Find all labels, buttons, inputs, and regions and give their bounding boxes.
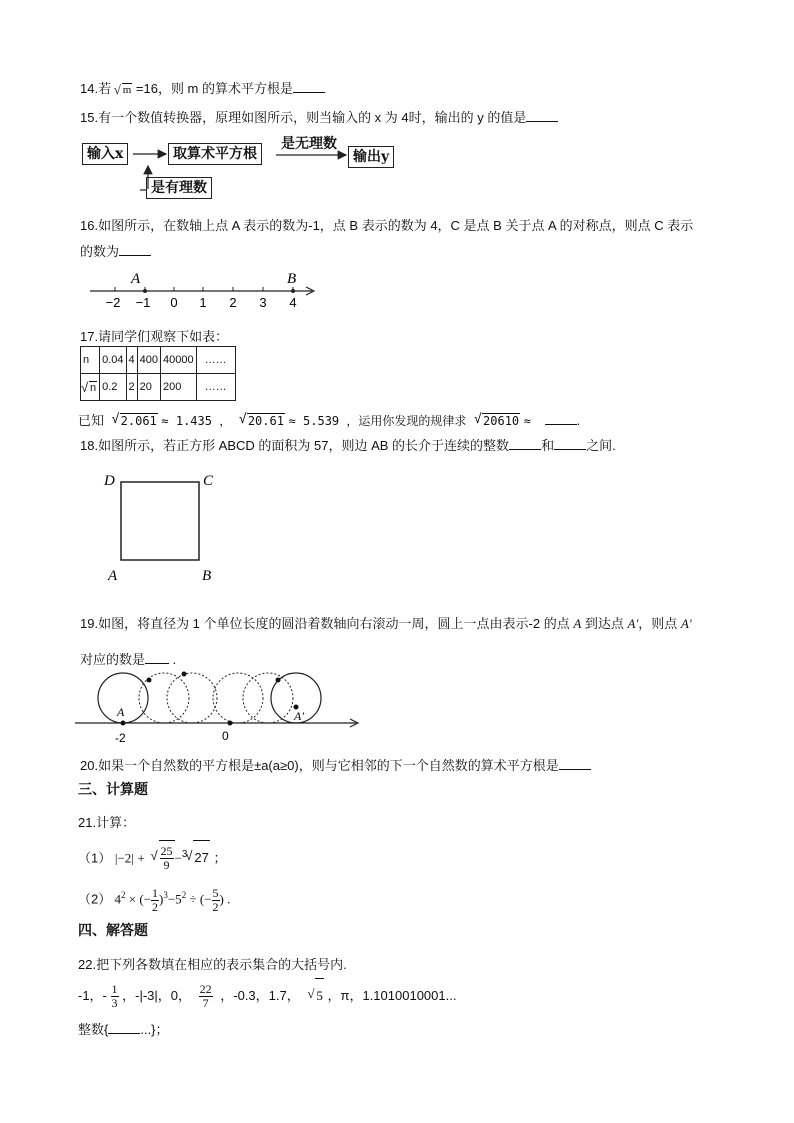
q16-label-b: B	[287, 271, 297, 287]
q15-output-box: 输出y	[348, 146, 394, 168]
q17-intro: 17.请同学们观察下如表：	[80, 329, 229, 344]
vertex-d-label: D	[104, 473, 115, 489]
q19-fig-label-a: A	[117, 705, 125, 719]
q20-line: 20.如果一个自然数的平方根是±a(a≥0)，则与它相邻的下一个自然数的算术平方根是	[80, 755, 591, 774]
q22-numbers: -1，- $\frac{1}{3}$ ，-|-3|，0， $\frac{22}{7}$ ，-0.3，1.7， √ 5 ，π，1.1010010001...	[78, 978, 456, 1013]
table-cell: 200	[161, 374, 197, 401]
q21-part2: （2） $4^2$ × (− $\frac{1}{2}$ )$^3-5^2$ ÷ (− $\frac{5}{2}$ ) .	[78, 885, 231, 914]
q16-point-b	[291, 289, 295, 293]
q17-blank	[545, 412, 577, 425]
q14-text: =16，则 m 的算术平方根是	[135, 81, 293, 96]
q14-sqrt: √ m	[122, 83, 133, 96]
q16-tick-label: 4	[289, 295, 297, 310]
q21-intro: 21.计算：	[78, 815, 136, 830]
q14-prefix: 14.若	[80, 81, 112, 96]
q16-tick-label: 0	[170, 295, 178, 310]
q19-rolling-circle-figure	[0, 665, 794, 745]
q19-point-a	[121, 721, 126, 726]
q18-square-figure	[0, 460, 794, 590]
q15-irrational-label: 是无理数	[281, 136, 337, 152]
q19-fig-label-minus2: -2	[115, 731, 126, 745]
q15-input-box: 输入x	[82, 143, 128, 165]
table-cell: √ n	[81, 374, 100, 401]
table-cell: 0.04	[100, 347, 126, 374]
q15-flow-arrows	[0, 0, 794, 220]
q19-line2: 对应的数是 .	[80, 652, 177, 667]
q16-line2: 的数为	[80, 241, 151, 260]
q15-line: 15.有一个数值转换器，原理如图所示，则当输入的 x 为 4时，输出的 y 的值是	[80, 107, 558, 126]
q19-fig-label-zero: 0	[222, 729, 229, 743]
q16-number-line	[0, 265, 794, 315]
table-cell: 400	[137, 347, 160, 374]
q16-point-a	[143, 289, 147, 293]
q22-integer-set: 整数{ ...}；	[78, 1022, 169, 1037]
q16-line1: 16.如图所示，在数轴上点 A 表示的数为-1，点 B 表示的数为 4，C 是点 B 关于点 A 的对称点，则点 C 表示	[80, 218, 694, 233]
table-cell: 40000	[161, 347, 197, 374]
q15-sqrt-box: 取算术平方根	[168, 143, 262, 165]
table-cell: ……	[196, 347, 235, 374]
q22-intro: 22.把下列各数填在相应的表示集合的大括号内.	[78, 957, 347, 972]
section-4-heading: 四、解答题	[78, 922, 148, 938]
q16-tick-label: −1	[135, 295, 151, 310]
q17-known-line: 已知 √ 2.061 ≈ 1.435 ， √ 20.61 ≈ 5.539 ，运用你发现的规律求 √ 20610 ≈ .	[78, 410, 580, 429]
q19-fig-label-a-prime: A'	[294, 709, 304, 723]
q15-rational-box: 是有理数	[146, 177, 212, 199]
vertex-c-label: C	[203, 473, 214, 489]
q19-line1: 19.如图，将直径为 1 个单位长度的圆沿着数轴向右滚动一周，圆上一点由表示-2 的点 A 到达点 A'，则点 A'	[80, 616, 692, 631]
vertex-b-label: B	[202, 568, 212, 584]
q18-line: 18.如图所示，若正方形 ABCD 的面积为 57，则边 AB 的长介于连续的整数 和 之间.	[80, 438, 616, 453]
q16-label-a: A	[131, 271, 141, 287]
q16-tick-label: 3	[259, 295, 267, 310]
table-cell: 2	[126, 374, 137, 401]
q21-part1: （1） |−2| + √ $\frac{25}{9}$ −$^3$√ 27 ；	[78, 838, 227, 875]
q16-tick-label: −2	[105, 295, 121, 310]
table-cell: n	[81, 347, 100, 374]
section-3-heading: 三、计算题	[78, 781, 148, 797]
q16-tick-label: 1	[199, 295, 207, 310]
table-cell: 20	[137, 374, 160, 401]
square-abcd	[121, 482, 199, 560]
table-cell: 4	[126, 347, 137, 374]
q17-table	[80, 346, 236, 401]
table-row	[81, 374, 236, 401]
table-cell: 0.2	[100, 374, 126, 401]
q16-tick-label: 2	[229, 295, 237, 310]
table-row	[81, 347, 236, 374]
vertex-a-label: A	[108, 568, 118, 584]
q21-sqrt-fraction: √ $\frac{25}{9}$	[159, 840, 175, 875]
table-cell: ……	[196, 374, 235, 401]
